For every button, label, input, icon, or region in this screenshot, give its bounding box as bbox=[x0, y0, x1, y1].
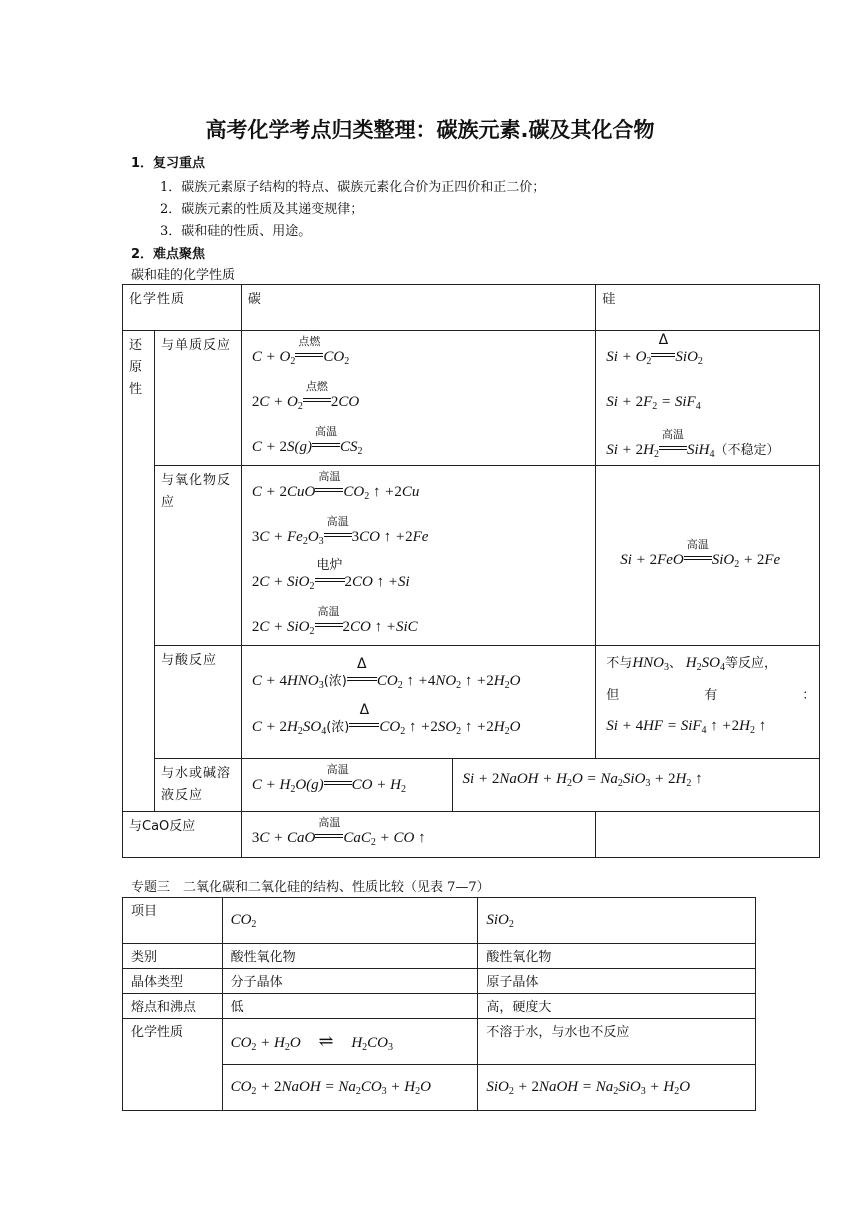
equation: Si + 2NaOH + $H_2O = Na_2SiO_3 + 2H_2$ ↑ bbox=[462, 771, 703, 789]
equation: C + 2S(g) 高温 $CS_2$ bbox=[251, 425, 363, 457]
co2-naoh-reaction: $CO_2$ + 2NaOH = $Na_2CO_3 + H_2O$ bbox=[222, 1065, 478, 1111]
table2-caption: 专题三 二氧化碳和二氧化硅的结构、性质比较（见表 7—7） bbox=[131, 880, 490, 895]
equation: C + 2CuO 高温 $CO_2$ ↑ +2Cu bbox=[251, 470, 420, 502]
sio2-water-note: 不溶于水，与水也不反应 bbox=[478, 1019, 756, 1065]
carbon-element-reactions bbox=[241, 331, 595, 466]
equation: $Si + 2H_2$ 高温 SiH$_4$（不稳定） bbox=[606, 428, 780, 460]
review-item-2: 2．碳族元素的性质及其递变规律； bbox=[160, 202, 364, 217]
silicon-cao-empty bbox=[596, 812, 820, 858]
header-item: 项目 bbox=[123, 898, 223, 944]
equation: 3C + CaO 高温 CaC$_2$ + CO ↑ bbox=[251, 816, 426, 848]
row-label-cao: 与CaO反应 bbox=[123, 812, 242, 858]
row-label-chemical-property: 化学性质 bbox=[123, 1019, 223, 1111]
acid-note-line: 不与$HNO_3$、 $H_2SO_4$等反应， bbox=[606, 655, 777, 673]
co2-crystal-type: 分子晶体 bbox=[222, 969, 478, 994]
silicon-acid-reactions bbox=[596, 646, 820, 759]
equation: Si + 2FeO 高温 SiO$_2$ + 2Fe bbox=[620, 538, 781, 570]
carbon-water-reaction bbox=[241, 759, 452, 812]
header-silicon: 硅 bbox=[596, 285, 820, 331]
header-carbon: 碳 bbox=[241, 285, 595, 331]
co2-melting-boiling: 低 bbox=[222, 994, 478, 1019]
review-item-1: 1．碳族元素原子结构的特点、碳族元素化合价为正四价和正二价； bbox=[160, 180, 546, 195]
equation: $2C + O_2$ 点燃 2CO bbox=[251, 380, 360, 412]
equation: $Si + O_2$ Δ SiO$_2$ bbox=[606, 332, 703, 367]
carbon-cao-reaction bbox=[241, 812, 595, 858]
equation: 2C + SiO$_2$ 电炉 2CO ↑ +Si bbox=[251, 558, 410, 592]
equation: $Si + 2F_2 = SiF_4$ bbox=[606, 394, 701, 412]
row-label-water-alkali: 与水或碱溶液反应 bbox=[154, 759, 241, 812]
equation: $C + 4HNO_3$(浓) Δ $CO_2$ ↑ $+4NO_2$ ↑ $+2H_2O$ bbox=[251, 656, 521, 691]
sio2-category: 酸性氧化物 bbox=[478, 944, 756, 969]
unstable-note: （不稳定） bbox=[714, 443, 780, 458]
row-label-elements: 与单质反应 bbox=[154, 331, 241, 466]
equation: $C + H_2O(g)$ 高温 CO + $H_2$ bbox=[251, 763, 406, 795]
silicon-alkali-reaction bbox=[452, 759, 819, 812]
sio2-naoh-reaction: SiO$_2$ + 2NaOH = $Na_2SiO_3 + H_2O$ bbox=[478, 1065, 756, 1111]
co2-water-reaction: $CO_2 + H_2O$ ⇌ $H_2CO_3$ bbox=[222, 1019, 478, 1065]
but-line: 但 有 ： bbox=[606, 688, 816, 703]
row-label-crystal-type: 晶体类型 bbox=[123, 969, 223, 994]
equation: $3C + Fe_2O_3$ 高温 3CO ↑ +2Fe bbox=[251, 515, 429, 547]
row-label-melting-boiling: 熔点和沸点 bbox=[123, 994, 223, 1019]
carbon-silicon-table bbox=[122, 284, 820, 858]
silicon-element-reactions bbox=[596, 331, 820, 466]
sio2-melting-boiling: 高，硬度大 bbox=[478, 994, 756, 1019]
equation: $C + 2H_2SO_4$(浓) Δ $CO_2$ ↑ $+2SO_2$ ↑ $+2H_2O$ bbox=[251, 702, 521, 737]
carbon-oxide-reactions bbox=[241, 466, 595, 646]
row-label-acids: 与酸反应 bbox=[154, 646, 241, 759]
section-heading-difficulties: 2．难点聚焦 bbox=[131, 247, 206, 262]
review-item-3: 3．碳和硅的性质、用途。 bbox=[160, 224, 312, 239]
header-co2: $CO_2$ bbox=[222, 898, 478, 944]
table1-caption: 碳和硅的化学性质 bbox=[131, 268, 236, 283]
row-label-oxides: 与氧化物反应 bbox=[154, 466, 241, 646]
sio2-crystal-type: 原子晶体 bbox=[478, 969, 756, 994]
carbon-acid-reactions bbox=[241, 646, 595, 759]
silicon-oxide-reactions bbox=[596, 466, 820, 646]
equation: $C + O_2$ 点燃 $CO_2$ bbox=[251, 335, 350, 367]
header-sio2: SiO$_2$ bbox=[478, 898, 756, 944]
row-label-category: 类别 bbox=[123, 944, 223, 969]
co2-sio2-table bbox=[122, 897, 756, 1111]
section-heading-review: 1．复习重点 bbox=[131, 156, 206, 171]
group-label-reducibility: 还原性 bbox=[123, 331, 155, 812]
equation: Si + 4HF = SiF$_4$ ↑ $+2H_2$ ↑ bbox=[606, 718, 767, 736]
equation: 2C + SiO$_2$ 高温 2CO ↑ +SiC bbox=[251, 605, 418, 637]
header-chemical-property: 化学性质 bbox=[123, 285, 242, 331]
co2-category: 酸性氧化物 bbox=[222, 944, 478, 969]
page-title: 高考化学考点归类整理：碳族元素.碳及其化合物 bbox=[205, 118, 655, 142]
